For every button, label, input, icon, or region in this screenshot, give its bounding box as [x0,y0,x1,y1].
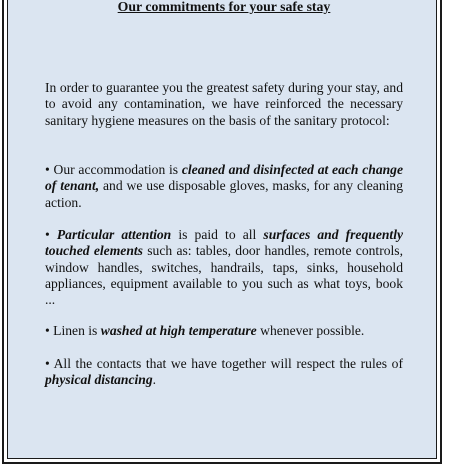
item-text: is paid to all [171,227,264,242]
item-text: Our accommodation is [49,162,182,177]
item-text: Linen is [49,323,101,338]
list-item [45,356,403,389]
item-text: . [152,372,157,388]
page-title: Our commitments for your safe stay [117,0,331,14]
item-text: and we use disposable gloves, masks, for any cleaning action. [45,178,403,210]
list-item [45,323,403,339]
item-emphasis: cleaned and disinfected at each change of tenant, [45,162,404,194]
item-text: whenever possible. [256,323,365,338]
list-item [45,162,403,211]
item-emphasis: surfaces and frequently touched elements [45,227,403,259]
intro-paragraph: In order to guarantee you the greatest safety during your stay, and to avoid any contamination, we have reinforced the necessary sanitary hygiene measures on the basis of the sanitary protocol: [45,80,403,128]
bullet-glyph: • [45,323,50,338]
item-emphasis: physical distancing [45,372,153,388]
bullet-glyph: • [45,162,50,177]
item-emphasis: washed at high temperature [100,323,257,338]
item-text: such as: tables, door handles, remote controls, window handles, switches, handrails, taps, sinks, household appliances, equipment available to you such as what toys, book ... [45,243,403,308]
item-emphasis: Particular attention [56,227,172,242]
bullet-glyph: • [45,227,50,242]
bullet-glyph: • [45,356,50,371]
item-text [50,227,57,242]
item-text: All the contacts that we have together will respect the rules of [49,356,403,371]
list-item [45,227,403,308]
